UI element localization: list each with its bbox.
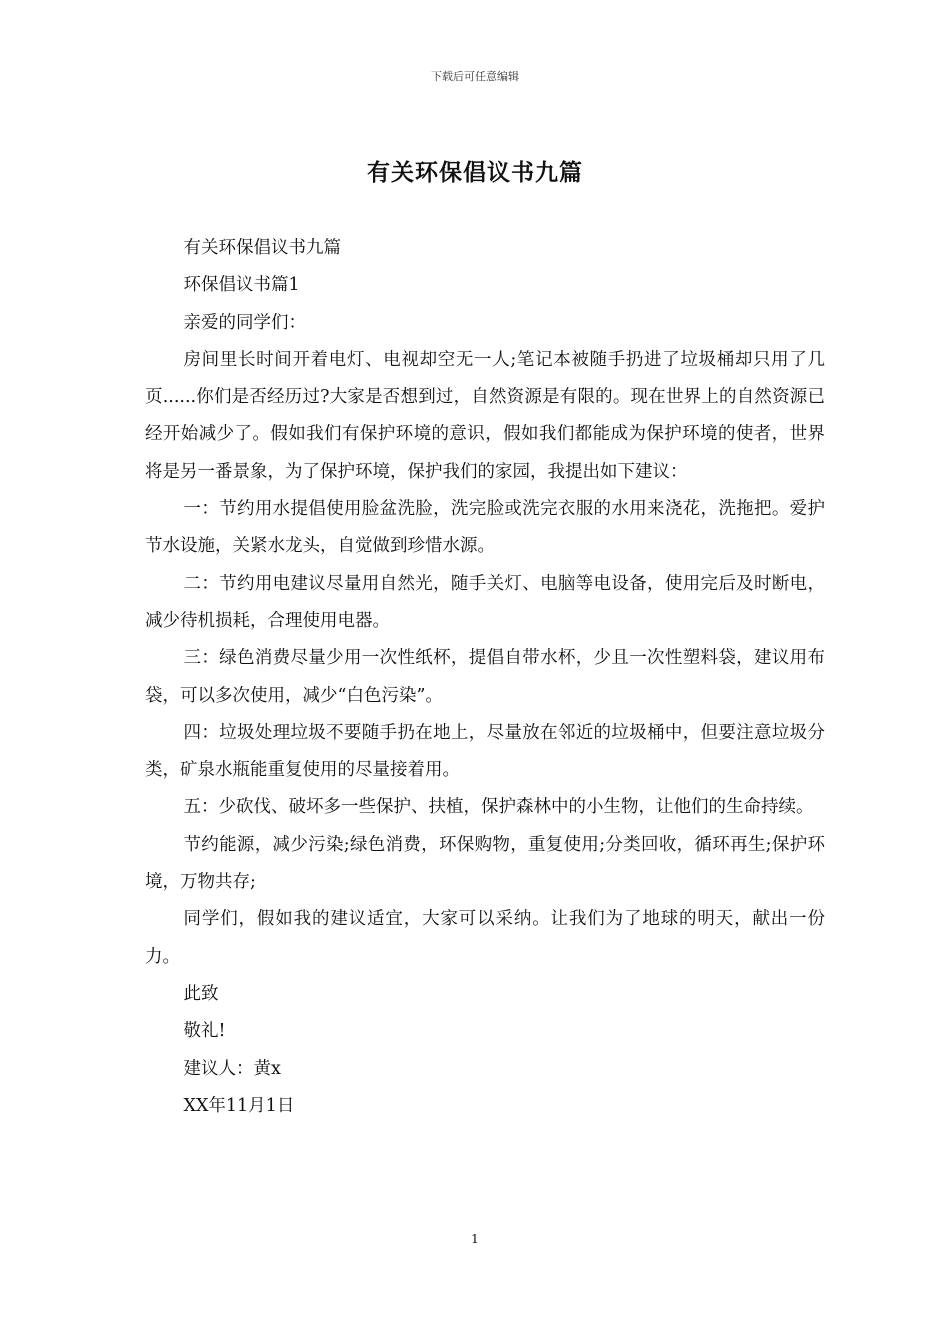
- body-paragraph: 二：节约用电建议尽量用自然光，随手关灯、电脑等电设备，使用完后及时断电，减少待机损耗，合理使用电器。: [145, 573, 825, 631]
- body-paragraph: 三：绿色消费尽量少用一次性纸杯，提倡自带水杯，少且一次性塑料袋，建议用布袋，可以多次使用，减少“白色污染”。: [145, 648, 825, 706]
- body-paragraph: 四：垃圾处理垃圾不要随手扔在地上，尽量放在邻近的垃圾桶中，但要注意垃圾分类，矿泉水瓶能重复使用的尽量接着用。: [145, 722, 825, 781]
- body-paragraph: 环保倡议书篇1: [183, 275, 300, 296]
- body-paragraph: 同学们，假如我的建议适宜，大家可以采纳。让我们为了地球的明天，献出一份力。: [145, 909, 825, 967]
- body-paragraph: 节约能源，减少污染;绿色消费，环保购物，重复使用;分类回收，循环再生;保护环境，万物共存;: [145, 834, 825, 893]
- body-paragraph: 一：节约用水提倡使用脸盆洗脸，洗完脸或洗完衣服的水用来浇花，洗拖把。爱护节水设施，关紧水龙头，自觉做到珍惜水源。: [145, 499, 825, 557]
- body-paragraph: 亲爱的同学们：: [183, 312, 306, 333]
- document-body: [145, 230, 825, 1125]
- body-paragraph: 房间里长时间开着电灯、电视却空无一人;笔记本被随手扔进了垃圾桶却只用了几页......你们是否经历过?大家是否想到过，自然资源是有限的。现在世界上的自然资源已经开始减少了。假如我们有保护环境的意识，假如我们都能成为保护环境的使者，世界将是另一番景象，为了保护环境，保护我们的家园，我提出如下建议：: [145, 349, 825, 482]
- signature-line: 建议人：黄x: [183, 1058, 281, 1079]
- date-line: XX年11月1日: [183, 1095, 295, 1116]
- body-paragraph: 有关环保倡议书九篇: [183, 238, 341, 258]
- header-note: 下载后可任意编辑: [431, 70, 519, 83]
- page-number: 1: [471, 1232, 479, 1246]
- document-title: 有关环保倡议书九篇: [367, 159, 583, 186]
- body-paragraph: 五：少砍伐、破坏多一些保护、扶植，保护森林中的小生物，让他们的生命持续。: [183, 797, 814, 818]
- closing-regards: 敬礼!: [183, 1021, 226, 1042]
- closing-salutation: 此致: [183, 983, 219, 1004]
